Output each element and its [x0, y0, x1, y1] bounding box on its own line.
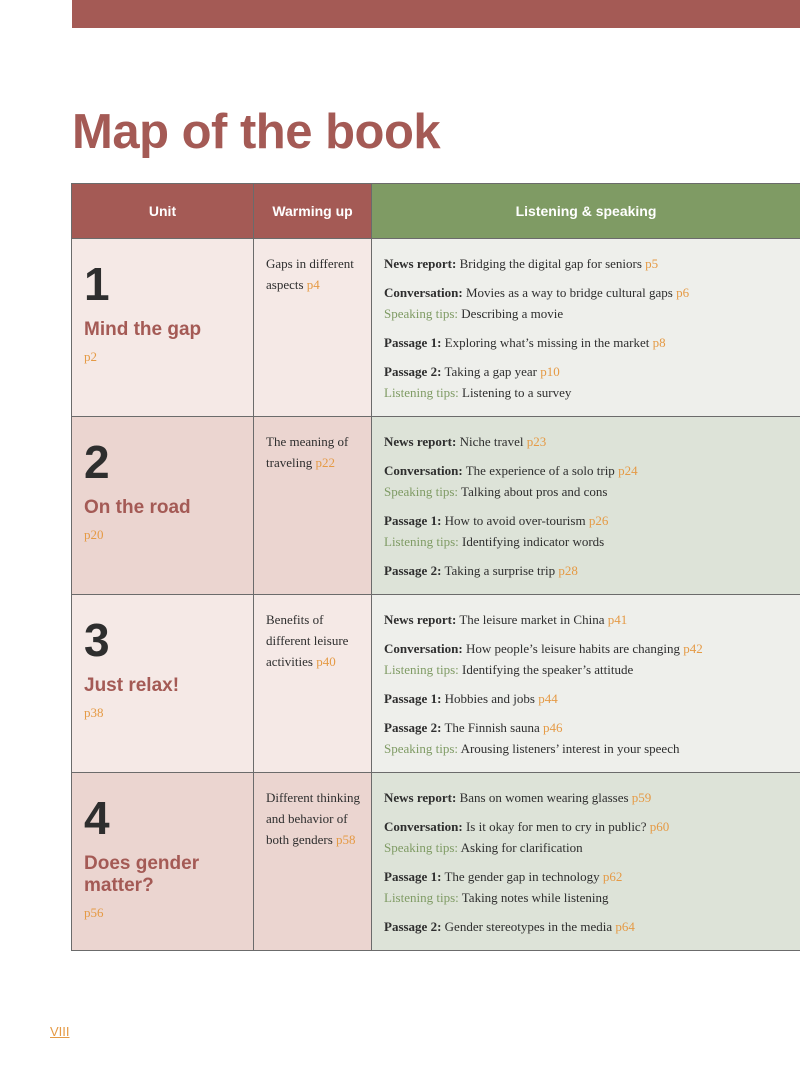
tips-label: Listening tips: [384, 385, 459, 400]
activity-line [384, 609, 793, 630]
activity-label: Passage 1: [384, 335, 442, 350]
activity-line [384, 510, 793, 531]
unit-page-link[interactable]: p56 [84, 905, 104, 920]
activity-line [384, 560, 793, 581]
header-listening-speaking: Listening & speaking [372, 184, 800, 239]
unit-cell [72, 773, 254, 951]
tips-line [384, 481, 793, 502]
activity-item [384, 609, 793, 630]
warming-up-text [266, 609, 363, 672]
warming-up-page-link[interactable]: p4 [306, 277, 320, 292]
activity-text: Is it okay for men to cry in public? [465, 819, 647, 834]
activity-page-link[interactable]: p59 [631, 790, 652, 805]
unit-page-link[interactable]: p20 [84, 527, 104, 542]
warming-up-text [266, 787, 363, 850]
warming-up-cell [254, 773, 372, 951]
table-row [72, 417, 800, 595]
activity-item [384, 282, 793, 324]
tips-text: Asking for clarification [460, 840, 583, 855]
activity-item [384, 916, 793, 937]
activity-text: Taking a gap year [444, 364, 538, 379]
table-body [72, 239, 800, 951]
activity-line [384, 361, 793, 382]
tips-line [384, 531, 793, 552]
unit-page-link[interactable]: p38 [84, 705, 104, 720]
warming-up-text [266, 431, 363, 473]
warming-up-cell [254, 417, 372, 595]
unit-number: 1 [84, 258, 110, 310]
activity-label: Conversation: [384, 819, 463, 834]
activity-line [384, 866, 793, 887]
table-row [72, 239, 800, 417]
activity-page-link[interactable]: p62 [602, 869, 623, 884]
listening-speaking-cell [372, 773, 800, 951]
tips-line [384, 887, 793, 908]
activity-item [384, 688, 793, 709]
unit-title: Just relax! [84, 675, 180, 696]
activity-page-link[interactable]: p60 [649, 819, 670, 834]
activity-line [384, 787, 793, 808]
activity-label: Passage 2: [384, 919, 442, 934]
activity-page-link[interactable]: p23 [526, 434, 547, 449]
activity-text: The leisure market in China [459, 612, 605, 627]
activity-text: The gender gap in technology [444, 869, 600, 884]
activity-text: Gender stereotypes in the media [444, 919, 613, 934]
tips-line [384, 303, 793, 324]
unit-number: 2 [84, 436, 110, 488]
unit-page-link[interactable]: p2 [84, 349, 97, 364]
unit-title: On the road [84, 497, 191, 518]
activity-item [384, 510, 793, 552]
tips-label: Speaking tips: [384, 306, 459, 321]
activity-label: News report: [384, 256, 457, 271]
activity-text: Taking a surprise trip [444, 563, 556, 578]
warming-up-text [266, 253, 363, 295]
warming-up-page-link[interactable]: p40 [316, 654, 336, 669]
activity-line [384, 460, 793, 481]
warming-up-topic: Benefits of different leisure activities [266, 612, 349, 669]
activity-text: How to avoid over-tourism [444, 513, 586, 528]
activity-label: Conversation: [384, 463, 463, 478]
activity-page-link[interactable]: p6 [676, 285, 690, 300]
activity-line [384, 816, 793, 837]
activity-label: News report: [384, 612, 457, 627]
activity-item [384, 717, 793, 759]
map-table [71, 183, 800, 951]
activity-text: Niche travel [459, 434, 524, 449]
activity-text: Hobbies and jobs [444, 691, 535, 706]
warming-up-cell [254, 595, 372, 773]
warming-up-topic: The meaning of traveling [266, 434, 349, 470]
activity-item [384, 460, 793, 502]
activity-label: Conversation: [384, 641, 463, 656]
activity-page-link[interactable]: p10 [540, 364, 560, 379]
activity-page-link[interactable]: p26 [588, 513, 609, 528]
activity-item [384, 560, 793, 581]
activity-text: Exploring what’s missing in the market [444, 335, 650, 350]
table-row [72, 773, 800, 951]
activity-label: Passage 1: [384, 513, 442, 528]
tips-text: Taking notes while listening [461, 890, 609, 905]
tips-label: Listening tips: [384, 890, 459, 905]
tips-line [384, 382, 793, 403]
activity-item [384, 787, 793, 808]
warming-up-page-link[interactable]: p22 [315, 455, 335, 470]
tips-label: Listening tips: [384, 662, 459, 677]
warming-up-topic: Different thinking and behavior of both genders [266, 790, 360, 847]
warming-up-cell [254, 239, 372, 417]
activity-line [384, 688, 793, 709]
tips-text: Identifying indicator words [462, 534, 605, 549]
table-header-row [72, 184, 800, 239]
tips-line [384, 837, 793, 858]
activity-text: The Finnish sauna [444, 720, 540, 735]
activity-page-link[interactable]: p28 [558, 563, 578, 578]
tips-label: Listening tips: [384, 534, 459, 549]
activity-line [384, 332, 793, 353]
activity-page-link[interactable]: p46 [543, 720, 563, 735]
activity-line [384, 638, 793, 659]
activity-label: News report: [384, 790, 457, 805]
activity-line [384, 916, 793, 937]
unit-cell [72, 239, 254, 417]
activity-item [384, 638, 793, 680]
activity-label: Passage 1: [384, 691, 442, 706]
tips-label: Speaking tips: [384, 741, 459, 756]
tips-text: Identifying the speaker’s attitude [462, 662, 634, 677]
activity-page-link[interactable]: p24 [618, 463, 638, 478]
unit-cell [72, 417, 254, 595]
activity-item [384, 361, 793, 403]
tips-text: Arousing listeners’ interest in your speech [460, 741, 680, 756]
activity-label: Passage 2: [384, 563, 442, 578]
activity-page-link[interactable]: p44 [538, 691, 558, 706]
unit-title: Mind the gap [84, 319, 202, 340]
activity-item [384, 431, 793, 452]
top-color-bar [72, 0, 800, 28]
activity-text: Movies as a way to bridge cultural gaps [465, 285, 673, 300]
activity-text: The experience of a solo trip [465, 463, 615, 478]
tips-line [384, 659, 793, 680]
table-row [72, 595, 800, 773]
activity-line [384, 717, 793, 738]
unit-cell [72, 595, 254, 773]
unit-number: 4 [84, 792, 110, 844]
header-unit: Unit [72, 184, 254, 239]
activity-item [384, 816, 793, 858]
activity-line [384, 431, 793, 452]
activity-page-link[interactable]: p8 [652, 335, 666, 350]
activity-label: Passage 2: [384, 720, 442, 735]
tips-text: Describing a movie [461, 306, 564, 321]
activity-label: Passage 1: [384, 869, 442, 884]
tips-label: Speaking tips: [384, 484, 459, 499]
activity-line [384, 282, 793, 303]
warming-up-page-link[interactable]: p58 [336, 832, 356, 847]
tips-label: Speaking tips: [384, 840, 459, 855]
listening-speaking-cell [372, 239, 800, 417]
warming-up-topic: Gaps in different aspects [266, 256, 354, 292]
activity-text: Bridging the digital gap for seniors [459, 256, 642, 271]
listening-speaking-cell [372, 595, 800, 773]
unit-number: 3 [84, 614, 110, 666]
activity-item [384, 253, 793, 274]
unit-title: Does gender matter? [84, 853, 200, 896]
tips-text: Listening to a survey [462, 385, 572, 400]
activity-text: Bans on women wearing glasses [459, 790, 629, 805]
activity-item [384, 332, 793, 353]
tips-line [384, 738, 793, 759]
activity-page-link[interactable]: p64 [615, 919, 635, 934]
activity-page-link[interactable]: p41 [607, 612, 628, 627]
page-title: Map of the book [72, 105, 441, 159]
header-warming-up: Warming up [254, 184, 372, 239]
listening-speaking-cell [372, 417, 800, 595]
activity-line [384, 253, 793, 274]
activity-page-link[interactable]: p5 [645, 256, 659, 271]
activity-text: How people’s leisure habits are changing [465, 641, 681, 656]
tips-text: Talking about pros and cons [461, 484, 608, 499]
activity-label: Passage 2: [384, 364, 442, 379]
activity-label: Conversation: [384, 285, 463, 300]
activity-item [384, 866, 793, 908]
activity-page-link[interactable]: p42 [683, 641, 703, 656]
activity-label: News report: [384, 434, 457, 449]
footer-page-number: VIII [50, 1024, 70, 1039]
